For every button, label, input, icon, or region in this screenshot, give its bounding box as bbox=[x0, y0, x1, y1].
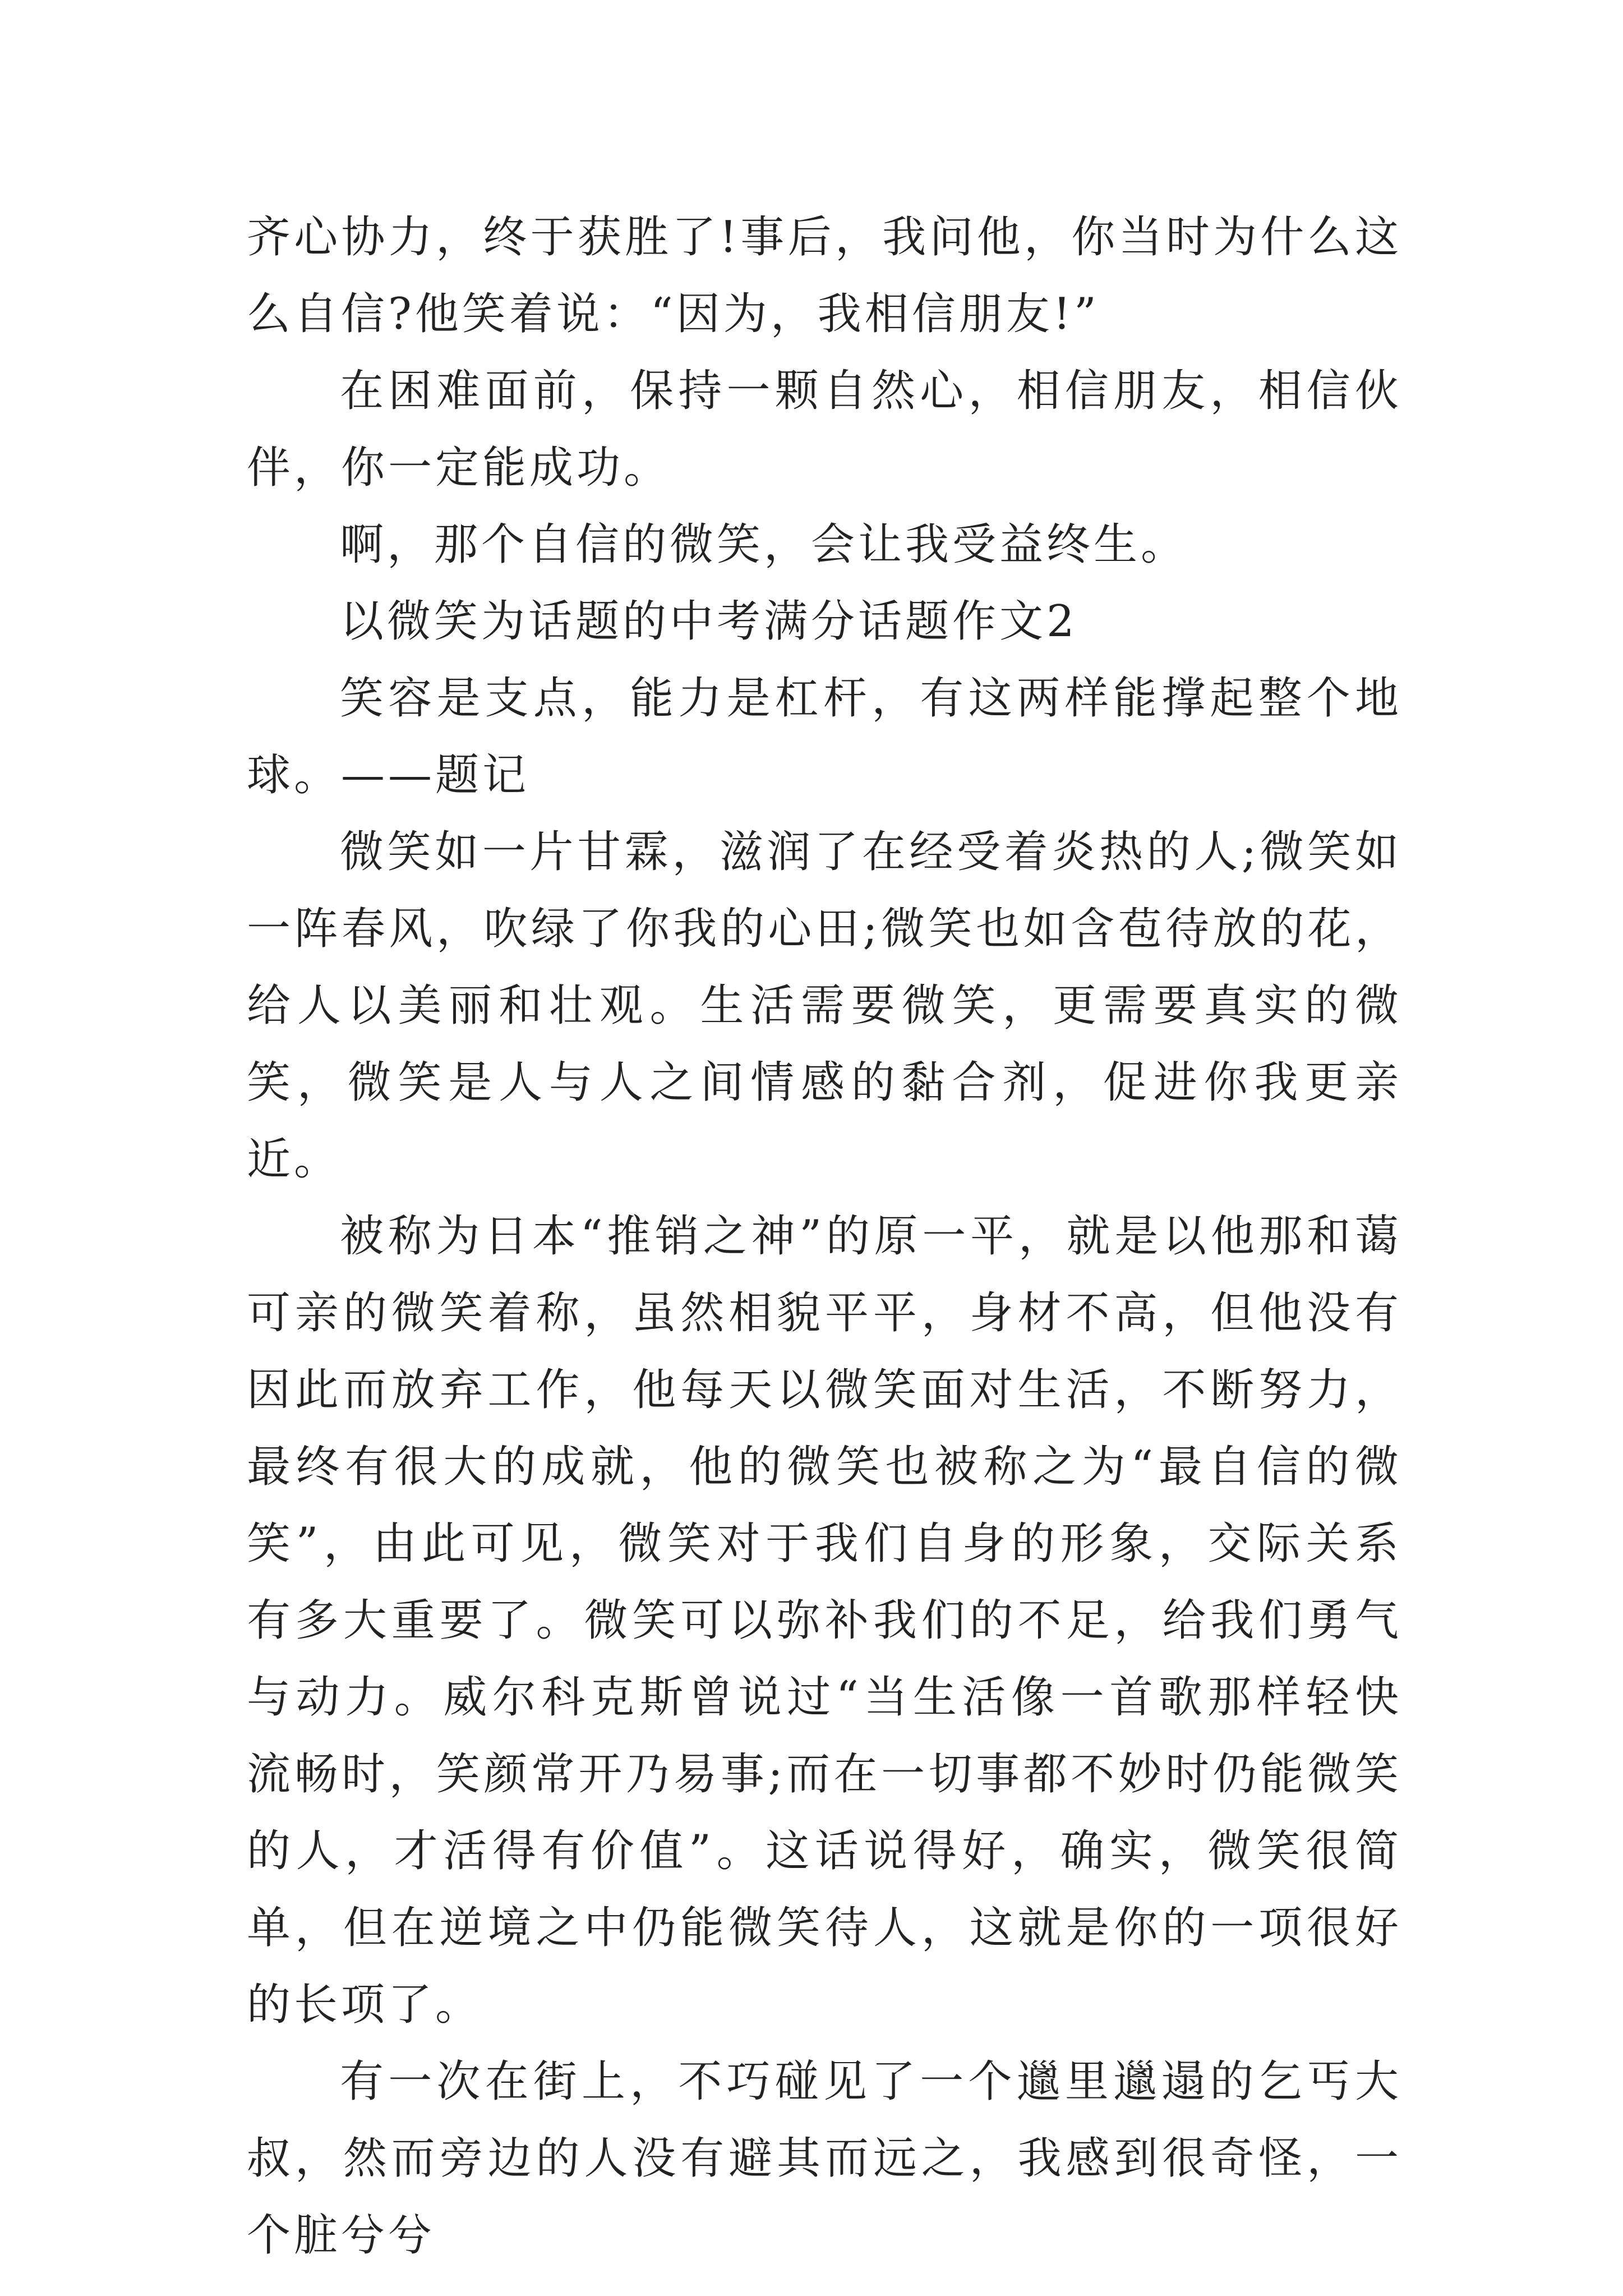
paragraph: 微笑如一片甘霖，滋润了在经受着炎热的人;微笑如一阵春风，吹绿了你我的心田;微笑也如含苞待放的花，给人以美丽和壮观。生活需要微笑，更需要真实的微笑，微笑是人与人之间情感的黏合剂，促进你我更亲近。 bbox=[247, 827, 1402, 1185]
paragraph: 在困难面前，保持一颗自然心，相信朋友，相信伙伴，你一定能成功。 bbox=[247, 366, 1402, 493]
paragraph: 被称为日本“推销之神”的原一平，就是以他那和蔼可亲的微笑着称，虽然相貌平平，身材不高，但他没有因此而放弃工作，他每天以微笑面对生活，不断努力，最终有很大的成就，他的微笑也被称之为“最自信的微笑”，由此可见，微笑对于我们自身的形象，交际关系有多大重要了。微笑可以弥补我们的不足，给我们勇气与动力。威尔科克斯曾说过“当生活像一首歌那样轻快流畅时，笑颜常开乃易事;而在一切事都不妙时仍能微笑的人，才活得有价值”。这话说得好，确实，微笑很简单，但在逆境之中仍能微笑待人，这就是你的一项很好的长项了。 bbox=[247, 1211, 1402, 2030]
document-body bbox=[247, 199, 1402, 2274]
paragraph: 齐心协力，终于获胜了!事后，我问他，你当时为什么这么自信?他笑着说：“因为，我相信朋友!” bbox=[247, 212, 1402, 339]
paragraph: 有一次在街上，不巧碰见了一个邋里邋遢的乞丐大叔，然而旁边的人没有避其而远之，我感到很奇怪，一个脏兮兮 bbox=[247, 2056, 1402, 2261]
paragraph: 笑容是支点，能力是杠杆，有这两样能撑起整个地球。——题记 bbox=[247, 673, 1402, 800]
section-title: 以微笑为话题的中考满分话题作文2 bbox=[340, 596, 1078, 647]
paragraph: 啊，那个自信的微笑，会让我受益终生。 bbox=[340, 519, 1188, 570]
